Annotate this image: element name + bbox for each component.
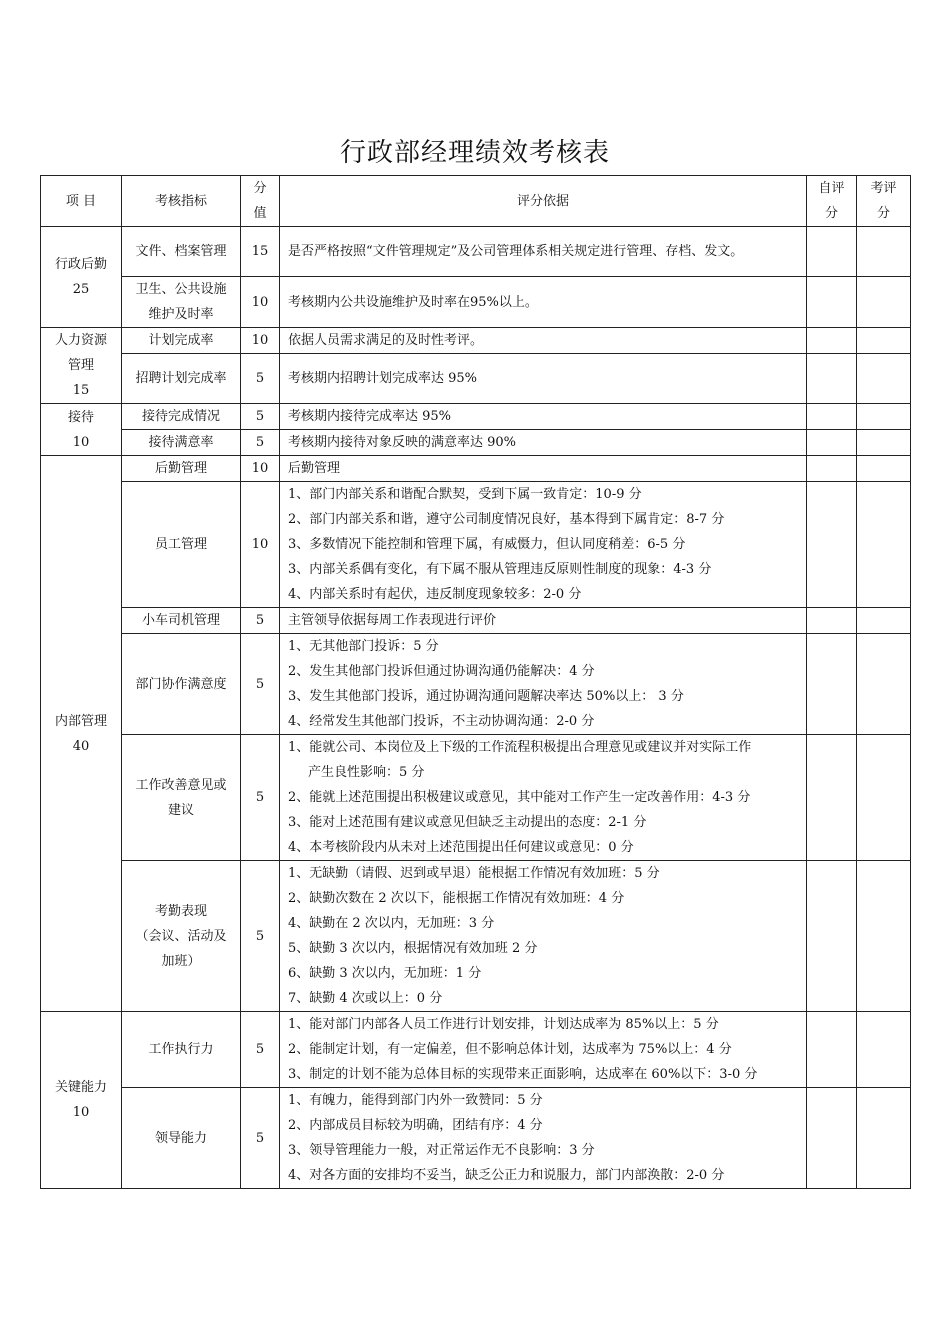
header-row <box>41 176 911 227</box>
page-title: 行政部经理绩效考核表 <box>339 138 610 168</box>
eval-score-input-cell[interactable] <box>857 608 911 634</box>
basis-cell <box>280 608 807 634</box>
header-eval-line2: 分 <box>876 206 890 221</box>
basis-text: 依据人员需求满足的及时性考评。 <box>288 333 484 348</box>
indicator-label: 部门协作满意度 <box>135 676 227 692</box>
indicator-cell <box>122 634 241 735</box>
basis-line: 2、能就上述范围提出积极建议或意见，其中能对工作产生一定改善作用：4-3 分 <box>288 790 751 805</box>
project-total: 25 <box>72 282 90 297</box>
indicator-label: 工作执行力 <box>148 1042 214 1057</box>
indicator-label: 招聘计划完成率 <box>135 371 227 386</box>
indicator-cell <box>122 328 241 354</box>
table-row <box>41 456 911 482</box>
header-score <box>241 176 280 227</box>
basis-text: 考核期内公共设施维护及时率在95%以上。 <box>288 294 538 310</box>
project-total: 40 <box>72 738 90 754</box>
table-row <box>41 328 911 354</box>
eval-score-input-cell[interactable] <box>857 354 911 404</box>
basis-line: 5、缺勤 3 次以内，根据情况有效加班 2 分 <box>288 941 538 956</box>
basis-line: 4、本考核阶段内从未对上述范围提出任何建议或意见：0 分 <box>288 840 634 855</box>
self-score-input-cell[interactable] <box>807 1088 857 1189</box>
basis-cell <box>280 328 807 354</box>
eval-score-input-cell[interactable] <box>857 328 911 354</box>
score-cell: 15 <box>241 227 280 277</box>
basis-line: 3、发生其他部门投诉，通过协调沟通问题解决率达 50%以上： 3 分 <box>288 689 684 704</box>
basis-cell <box>280 277 807 328</box>
indicator-cell <box>122 482 241 608</box>
indicator-cell <box>122 735 241 861</box>
basis-line: 4、经常发生其他部门投诉，不主动协调沟通：2-0 分 <box>288 714 595 729</box>
self-score-input-cell[interactable] <box>807 227 857 277</box>
basis-cell <box>280 1088 807 1189</box>
basis-line: 1、能就公司、本岗位及上下级的工作流程积极提出合理意见或建议并对实际工作 <box>288 740 752 755</box>
table-row <box>41 1012 911 1088</box>
table-row <box>41 608 911 634</box>
basis-cell <box>280 482 807 608</box>
project-name: 人力资源 <box>54 333 107 348</box>
project-total: 10 <box>72 434 90 450</box>
project-total: 10 <box>72 1105 90 1120</box>
table-row <box>41 430 911 456</box>
basis-line: 1、能对部门内部各人员工作进行计划安排，计划达成率为 85%以上：5 分 <box>288 1017 719 1032</box>
project-cell <box>41 1012 122 1189</box>
header-eval-line1: 考评 <box>870 181 897 196</box>
basis-line: 1、有魄力，能得到部门内外一致赞同：5 分 <box>288 1093 543 1108</box>
indicator-cell <box>122 456 241 482</box>
indicator-label: 员工管理 <box>154 537 207 552</box>
eval-score-input-cell[interactable] <box>857 227 911 277</box>
basis-line: 2、缺勤次数在 2 次以下，能根据工作情况有效加班：4 分 <box>288 891 625 906</box>
score-cell: 5 <box>241 430 280 456</box>
project-cell <box>41 328 122 404</box>
indicator-label: 建议 <box>167 802 194 818</box>
basis-cell <box>280 354 807 404</box>
basis-cell <box>280 861 807 1012</box>
basis-text: 主管领导依据每周工作表现进行评价 <box>288 613 497 628</box>
self-score-input-cell[interactable] <box>807 861 857 1012</box>
table-row <box>41 735 911 861</box>
self-score-input-cell[interactable] <box>807 608 857 634</box>
score-cell: 5 <box>241 1012 280 1088</box>
table-row <box>41 277 911 328</box>
table-row <box>41 861 911 1012</box>
basis-text: 考核期内接待对象反映的满意率达 90% <box>288 435 517 450</box>
indicator-label: 工作改善意见或 <box>135 777 227 793</box>
self-score-input-cell[interactable] <box>807 328 857 354</box>
basis-line: 4、对各方面的安排均不妥当，缺乏公正力和说服力，部门内部涣散：2-0 分 <box>288 1168 725 1183</box>
indicator-label: （会议、活动及 <box>135 928 227 944</box>
eval-score-input-cell[interactable] <box>857 456 911 482</box>
indicator-label: 文件、档案管理 <box>135 244 227 259</box>
basis-text: 考核期内招聘计划完成率达 95% <box>288 371 478 386</box>
self-score-input-cell[interactable] <box>807 1012 857 1088</box>
basis-line: 4、缺勤在 2 次以内，无加班：3 分 <box>288 916 495 931</box>
basis-line: 产生良性影响：5 分 <box>308 765 425 780</box>
indicator-cell <box>122 1012 241 1088</box>
project-total: 15 <box>72 383 90 398</box>
score-cell: 5 <box>241 404 280 430</box>
project-name: 关键能力 <box>54 1080 107 1095</box>
indicator-label: 加班） <box>161 953 201 969</box>
indicator-label: 接待满意率 <box>148 435 214 450</box>
indicator-label: 计划完成率 <box>148 333 214 348</box>
score-cell: 10 <box>241 482 280 608</box>
basis-line: 1、无其他部门投诉：5 分 <box>288 639 439 654</box>
self-score-input-cell[interactable] <box>807 482 857 608</box>
table-row <box>41 482 911 608</box>
eval-score-input-cell[interactable] <box>857 735 911 861</box>
header-indicator: 考核指标 <box>122 176 241 227</box>
eval-score-input-cell[interactable] <box>857 634 911 735</box>
eval-score-input-cell[interactable] <box>857 482 911 608</box>
header-basis: 评分依据 <box>280 176 807 227</box>
table-row <box>41 1088 911 1189</box>
eval-score-input-cell[interactable] <box>857 1012 911 1088</box>
basis-line: 3、内部关系偶有变化，有下属不服从管理违反原则性制度的现象：4-3 分 <box>288 562 712 577</box>
score-cell: 10 <box>241 456 280 482</box>
assessment-table <box>40 175 911 1189</box>
indicator-label: 维护及时率 <box>148 307 214 322</box>
basis-cell <box>280 456 807 482</box>
header-score-line2: 值 <box>253 206 267 221</box>
indicator-cell <box>122 1088 241 1189</box>
table-row <box>41 227 911 277</box>
indicator-label: 小车司机管理 <box>141 613 220 628</box>
basis-line: 3、制定的计划不能为总体目标的实现带来正面影响，达成率在 60%以下：3-0 分 <box>288 1067 758 1082</box>
self-score-input-cell[interactable] <box>807 430 857 456</box>
basis-text: 后勤管理 <box>288 461 341 476</box>
table-row <box>41 404 911 430</box>
project-cell <box>41 404 122 456</box>
indicator-cell <box>122 277 241 328</box>
basis-line: 2、能制定计划，有一定偏差，但不影响总体计划，达成率为 75%以上：4 分 <box>288 1042 732 1057</box>
score-cell: 5 <box>241 735 280 861</box>
basis-line: 1、无缺勤（请假、迟到或早退）能根据工作情况有效加班：5 分 <box>288 866 660 881</box>
basis-line: 2、发生其他部门投诉但通过协调沟通仍能解决：4 分 <box>288 664 595 679</box>
self-score-input-cell[interactable] <box>807 634 857 735</box>
table-row <box>41 354 911 404</box>
score-cell: 5 <box>241 634 280 735</box>
score-cell: 5 <box>241 354 280 404</box>
basis-line: 6、缺勤 3 次以内，无加班：1 分 <box>288 966 482 981</box>
basis-line: 3、领导管理能力一般，对正常运作无不良影响：3 分 <box>288 1143 595 1158</box>
score-cell: 10 <box>241 277 280 328</box>
indicator-label: 领导能力 <box>154 1130 207 1146</box>
basis-line: 3、多数情况下能控制和管理下属，有威慑力，但认同度稍差：6-5 分 <box>288 537 686 552</box>
self-score-input-cell[interactable] <box>807 735 857 861</box>
basis-line: 3、能对上述范围有建议或意见但缺乏主动提出的态度：2-1 分 <box>288 815 647 830</box>
self-score-input-cell[interactable] <box>807 404 857 430</box>
basis-line: 7、缺勤 4 次或以上：0 分 <box>288 991 443 1006</box>
score-cell: 5 <box>241 861 280 1012</box>
indicator-cell <box>122 354 241 404</box>
basis-cell <box>280 1012 807 1088</box>
self-score-input-cell[interactable] <box>807 354 857 404</box>
project-name: 内部管理 <box>54 713 107 729</box>
header-self-score <box>807 176 857 227</box>
basis-line: 4、内部关系时有起伏，违反制度现象较多：2-0 分 <box>288 587 582 602</box>
header-score-line1: 分 <box>253 181 267 196</box>
basis-cell <box>280 634 807 735</box>
indicator-label: 后勤管理 <box>154 461 207 476</box>
project-name: 行政后勤 <box>54 257 107 272</box>
project-cell <box>41 227 122 328</box>
indicator-cell <box>122 227 241 277</box>
eval-score-input-cell[interactable] <box>857 404 911 430</box>
project-name: 接待 <box>67 409 94 425</box>
self-score-input-cell[interactable] <box>807 456 857 482</box>
table-row <box>41 634 911 735</box>
self-score-input-cell[interactable] <box>807 277 857 328</box>
basis-cell <box>280 404 807 430</box>
eval-score-input-cell[interactable] <box>857 1088 911 1189</box>
indicator-label: 卫生、公共设施 <box>135 282 227 297</box>
eval-score-input-cell[interactable] <box>857 861 911 1012</box>
basis-cell <box>280 227 807 277</box>
indicator-label: 接待完成情况 <box>141 409 220 424</box>
header-project: 项 目 <box>41 176 122 227</box>
score-cell: 5 <box>241 608 280 634</box>
basis-text: 考核期内接待完成率达 95% <box>288 409 452 424</box>
basis-cell <box>280 735 807 861</box>
eval-score-input-cell[interactable] <box>857 430 911 456</box>
header-self-line2: 分 <box>824 206 838 221</box>
score-cell: 5 <box>241 1088 280 1189</box>
project-name-line2: 管理 <box>67 358 94 373</box>
indicator-cell <box>122 430 241 456</box>
eval-score-input-cell[interactable] <box>857 277 911 328</box>
indicator-cell <box>122 861 241 1012</box>
basis-line: 2、内部成员目标较为明确，团结有序：4 分 <box>288 1118 543 1133</box>
indicator-label: 考勤表现 <box>154 903 207 919</box>
header-eval-score <box>857 176 911 227</box>
basis-text: 是否严格按照“文件管理规定”及公司管理体系相关规定进行管理、存档、发文。 <box>288 244 744 259</box>
score-cell: 10 <box>241 328 280 354</box>
indicator-cell <box>122 404 241 430</box>
project-cell <box>41 456 122 1012</box>
header-self-line1: 自评 <box>818 181 845 196</box>
indicator-cell <box>122 608 241 634</box>
basis-line: 2、部门内部关系和谐，遵守公司制度情况良好，基本得到下属肯定：8-7 分 <box>288 512 725 527</box>
basis-cell <box>280 430 807 456</box>
basis-line: 1、部门内部关系和谐配合默契，受到下属一致肯定：10-9 分 <box>288 487 642 502</box>
